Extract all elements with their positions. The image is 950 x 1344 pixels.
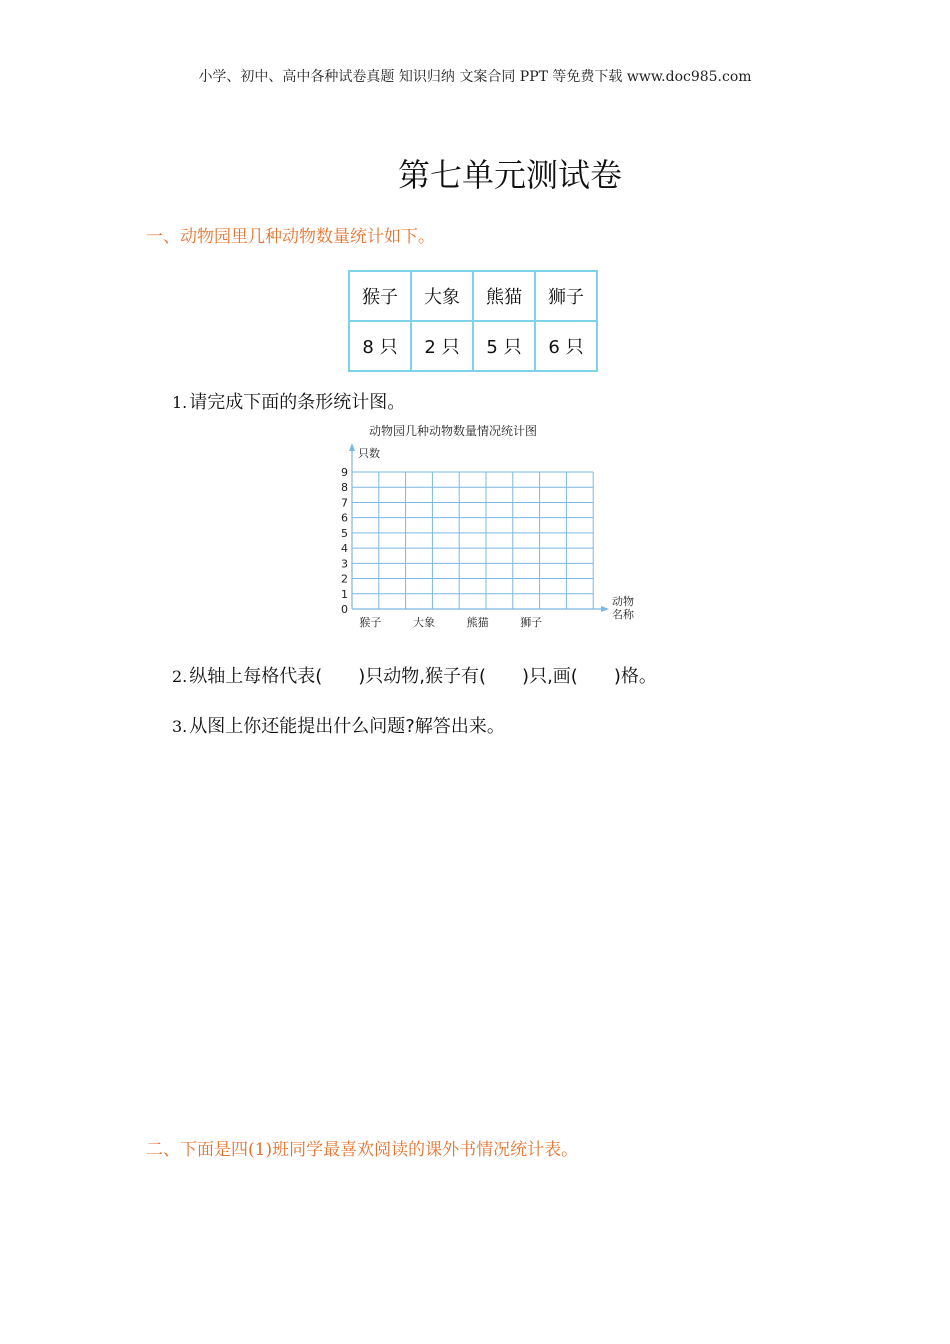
- question-number: 2.: [172, 667, 188, 686]
- question-3: [172, 712, 505, 738]
- y-axis-arrow: [349, 443, 355, 451]
- question-2: [172, 662, 657, 688]
- y-tick-label: 3: [341, 557, 348, 571]
- chart-title: 动物园几种动物数量情况统计图: [368, 424, 538, 438]
- x-tick-label: 猴子: [359, 616, 382, 629]
- x-axis-label: 动物: [612, 595, 634, 608]
- question-number: 3.: [172, 717, 188, 736]
- question-text: 请完成下面的条形统计图。: [189, 392, 406, 413]
- y-tick-label: 5: [341, 526, 348, 540]
- section2-heading: 二、下面是四(1)班同学最喜欢阅读的课外书情况统计表。: [146, 1140, 579, 1160]
- page-title: 第七单元测试卷: [397, 156, 622, 194]
- table-cell: 8 只: [349, 321, 411, 371]
- y-tick-label: 6: [341, 511, 348, 525]
- y-axis-label: 只数: [358, 447, 380, 460]
- page-header: 小学、初中、高中各种试卷真题 知识归纳 文案合同 PPT 等免费下载 www.doc985.com: [198, 69, 752, 85]
- y-tick-label: 8: [341, 481, 348, 495]
- table-row-names: [349, 271, 597, 321]
- x-tick-label: 大象: [413, 616, 435, 629]
- question-number: 1.: [172, 393, 188, 412]
- x-tick-label: 狮子: [520, 616, 543, 629]
- y-tick-label: 9: [341, 466, 348, 479]
- y-tick-label: 1: [341, 587, 348, 601]
- table-row-counts: [349, 321, 597, 371]
- y-tick-label: 0: [341, 603, 348, 616]
- table-cell: 大象: [411, 271, 473, 321]
- y-tick-label: 7: [341, 496, 348, 510]
- table-cell: 狮子: [535, 271, 597, 321]
- question-1: [172, 388, 405, 414]
- y-tick-label: 4: [341, 542, 348, 556]
- x-tick-label: 熊猫: [466, 616, 489, 629]
- bar-chart: [330, 420, 650, 640]
- table-cell: 5 只: [473, 321, 535, 371]
- section1-heading: 一、动物园里几种动物数量统计如下。: [146, 227, 435, 247]
- table-cell: 熊猫: [473, 271, 535, 321]
- table-cell: 猴子: [349, 271, 411, 321]
- question-text: 纵轴上每格代表( )只动物,猴子有( )只,画( )格。: [189, 666, 657, 687]
- animal-count-table: [348, 270, 598, 372]
- y-tick-label: 2: [341, 572, 348, 586]
- table-cell: 6 只: [535, 321, 597, 371]
- question-text: 从图上你还能提出什么问题?解答出来。: [189, 716, 505, 737]
- table-cell: 2 只: [411, 321, 473, 371]
- x-axis-arrow: [601, 606, 609, 612]
- x-axis-label: 名称: [612, 608, 634, 621]
